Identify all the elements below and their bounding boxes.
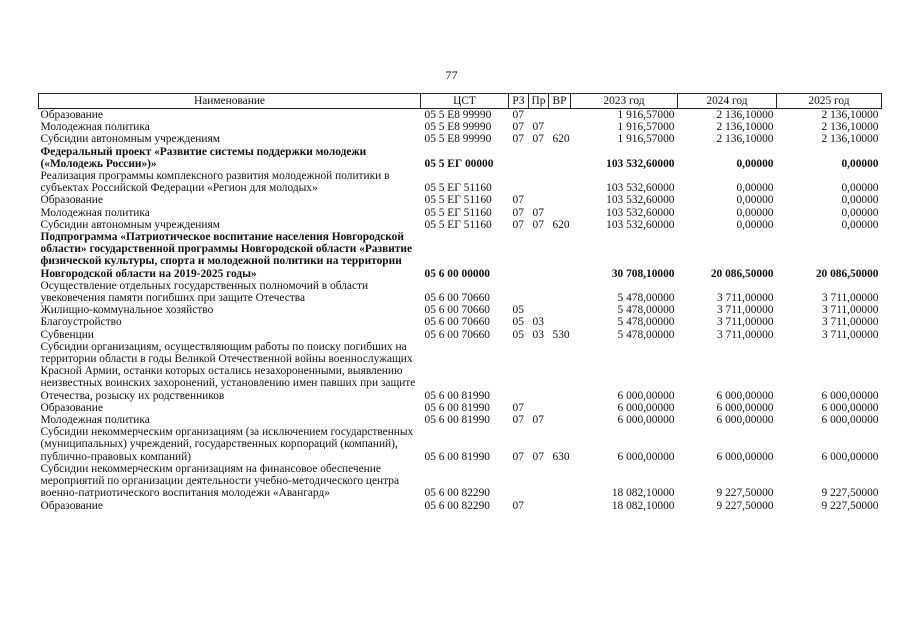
header-2023: 2023 год	[571, 94, 678, 109]
row-2025: 2 136,10000	[821, 121, 879, 134]
table-row	[39, 231, 882, 280]
row-vr	[549, 146, 571, 170]
row-cst: 05 5 ЕГ 51160	[424, 194, 492, 207]
page-number: 77	[445, 68, 458, 82]
row-pr: 07	[532, 121, 544, 134]
row-2023: 5 478,00000	[617, 292, 675, 305]
row-2023: 6 000,00000	[617, 414, 675, 427]
row-cst: 05 6 00 70660	[424, 304, 490, 317]
header-pr: Пр	[529, 94, 549, 109]
row-vr	[549, 280, 571, 304]
row-name: Образование	[40, 401, 103, 414]
row-2025: 2 136,10000	[821, 109, 879, 121]
row-2025: 0,00000	[841, 206, 879, 219]
row-2023: 5 478,00000	[617, 328, 675, 341]
row-2023: 18 082,10000	[611, 499, 675, 512]
row-2024: 9 227,50000	[716, 487, 774, 500]
row-rz	[509, 463, 529, 500]
row-cst: 05 5 Е8 99990	[424, 133, 492, 146]
row-2024: 6 000,00000	[716, 450, 774, 463]
row-name: Образование	[40, 194, 103, 207]
row-name: Субсидии организациям, осуществляющим работы по поиску погибших на территории области в годы Великой Отечественной войны военнослужащих Красной Армии, останки которых остались незахороненными, выявлению неизвестных воинских захоронений, установлению имен павших при защите Отечества, розыску их родственников	[40, 340, 416, 402]
row-2024: 3 711,00000	[716, 316, 774, 329]
row-rz: 07	[512, 414, 524, 427]
row-rz	[509, 146, 529, 170]
row-vr: 530	[552, 328, 570, 341]
table-row	[39, 170, 882, 194]
row-rz: 07	[512, 401, 524, 414]
table-row	[39, 329, 882, 341]
row-pr	[529, 341, 549, 402]
row-pr: 07	[532, 414, 544, 427]
row-2025: 0,00000	[841, 218, 879, 231]
row-2023: 103 532,60000	[606, 157, 675, 170]
row-name: Субсидии некоммерческим организациям (за исключением государственных (муниципальных) учреждений, государственных корпораций (компаний), публично-правовых компаний)	[40, 426, 414, 463]
row-rz: 05	[512, 328, 524, 341]
table-row	[39, 414, 882, 426]
row-2025: 20 086,50000	[815, 267, 879, 280]
row-rz	[509, 280, 529, 304]
table-header-row	[39, 94, 882, 109]
row-name: Субсидии автономным учреждениям	[40, 218, 220, 231]
row-cst: 05 5 ЕГ 51160	[424, 206, 492, 219]
row-2025: 6 000,00000	[821, 414, 879, 427]
row-2025: 0,00000	[841, 157, 879, 170]
row-cst: 05 6 00 81990	[424, 450, 490, 463]
table-row	[39, 500, 882, 512]
row-2024: 2 136,10000	[716, 121, 774, 134]
row-cst: 05 5 ЕГ 51160	[424, 218, 492, 231]
row-pr	[529, 304, 549, 316]
header-2024: 2024 год	[678, 94, 777, 109]
row-vr	[549, 231, 571, 280]
row-vr: 620	[552, 133, 570, 146]
row-name: Образование	[40, 499, 103, 512]
row-cst: 05 5 Е8 99990	[424, 121, 492, 134]
table-row	[39, 341, 882, 402]
row-pr: 07	[532, 206, 544, 219]
row-cst: 05 6 00 81990	[424, 414, 490, 427]
row-vr	[549, 500, 571, 512]
table-row	[39, 463, 882, 500]
row-pr: 03	[532, 328, 544, 341]
row-name: Осуществление отдельных государственных полномочий в области увековечения памяти погибших при защите Отечества	[40, 279, 369, 305]
row-pr: 07	[532, 218, 544, 231]
table-row	[39, 109, 882, 122]
row-pr	[529, 280, 549, 304]
header-rz: РЗ	[509, 94, 529, 109]
row-pr: 07	[532, 450, 544, 463]
row-2024: 0,00000	[736, 194, 774, 207]
row-name: Подпрограмма «Патриотическое воспитание населения Новгородской области» государственной программы Новгородской области «Развитие физической культуры, спорта и молодежной политики на территории Новгородской области на 2019-2025 годы»	[40, 231, 413, 280]
row-rz: 07	[512, 109, 524, 121]
row-rz: 05	[512, 304, 524, 317]
row-2025: 2 136,10000	[821, 133, 879, 146]
row-rz: 07	[512, 133, 524, 146]
row-rz: 07	[512, 218, 524, 231]
row-name: Субвенции	[40, 328, 94, 341]
row-vr	[549, 341, 571, 402]
row-2025: 9 227,50000	[821, 499, 879, 512]
row-cst: 05 6 00 70660	[424, 328, 490, 341]
row-pr	[529, 170, 549, 194]
table-row	[39, 316, 882, 328]
row-rz: 07	[512, 121, 524, 134]
row-name: Субсидии автономным учреждениям	[40, 133, 220, 146]
table-row	[39, 402, 882, 414]
row-vr	[549, 194, 571, 206]
row-2024: 0,00000	[736, 206, 774, 219]
row-2024: 6 000,00000	[716, 414, 774, 427]
table-row	[39, 207, 882, 219]
row-pr	[529, 146, 549, 170]
row-rz: 07	[512, 206, 524, 219]
row-vr	[549, 207, 571, 219]
row-2025: 3 711,00000	[821, 292, 879, 305]
row-2023: 6 000,00000	[617, 450, 675, 463]
row-cst: 05 6 00 82290	[424, 487, 490, 500]
row-vr	[549, 109, 571, 122]
row-rz: 07	[512, 194, 524, 207]
row-name: Молодежная политика	[40, 206, 150, 219]
row-2024: 3 711,00000	[716, 292, 774, 305]
row-2024: 0,00000	[736, 218, 774, 231]
row-cst: 05 6 00 82290	[424, 499, 490, 512]
row-cst: 05 6 00 81990	[424, 401, 490, 414]
table-row	[39, 146, 882, 170]
row-2024: 0,00000	[736, 157, 774, 170]
row-cst: 05 5 ЕГ 00000	[424, 157, 494, 170]
row-name: Федеральный проект «Развитие системы поддержки молодежи («Молодежь России»)»	[40, 145, 367, 170]
table-row	[39, 121, 882, 133]
row-vr	[549, 304, 571, 316]
row-name: Благоустройство	[40, 316, 122, 329]
row-2024: 6 000,00000	[716, 389, 774, 402]
budget-table	[38, 93, 882, 512]
row-2023: 6 000,00000	[617, 389, 675, 402]
row-pr	[529, 402, 549, 414]
row-rz	[509, 231, 529, 280]
row-2023: 103 532,60000	[606, 206, 675, 219]
row-2023: 1 916,57000	[617, 109, 675, 121]
row-name: Реализация программы комплексного развития молодежной политики в субъектах Российской Федерации «Регион для молодых»	[40, 170, 390, 195]
row-vr	[549, 414, 571, 426]
row-cst: 05 6 00 81990	[424, 389, 490, 402]
row-2024: 3 711,00000	[716, 304, 774, 317]
row-2024: 3 711,00000	[716, 328, 774, 341]
row-pr	[529, 231, 549, 280]
header-2025: 2025 год	[777, 94, 882, 109]
table-row	[39, 280, 882, 304]
row-name: Субсидии некоммерческим организациям на финансовое обеспечение мероприятий по организации деятельности учебно-методического центра военно-патриотического воспитания молодежи «Авангард»	[40, 462, 400, 500]
row-2025: 6 000,00000	[821, 450, 879, 463]
row-pr	[529, 109, 549, 122]
row-2025: 3 711,00000	[821, 328, 879, 341]
row-pr	[529, 194, 549, 206]
row-vr	[549, 316, 571, 328]
row-vr: 630	[552, 450, 570, 463]
row-cst: 05 6 00 70660	[424, 316, 490, 329]
row-2024: 20 086,50000	[710, 267, 774, 280]
row-name: Жилищно-коммунальное хозяйство	[40, 304, 214, 317]
row-name: Молодежная политика	[40, 414, 150, 427]
row-vr	[549, 402, 571, 414]
row-2024: 2 136,10000	[716, 133, 774, 146]
table-row	[39, 194, 882, 206]
row-2025: 3 711,00000	[821, 304, 879, 317]
row-pr: 07	[532, 133, 544, 146]
row-pr: 03	[532, 316, 544, 329]
row-rz	[509, 341, 529, 402]
row-cst: 05 5 Е8 99990	[424, 109, 492, 121]
row-2023: 103 532,60000	[606, 218, 675, 231]
row-2025: 0,00000	[841, 182, 879, 195]
row-2024: 9 227,50000	[716, 499, 774, 512]
row-rz: 07	[512, 450, 524, 463]
row-2023: 18 082,10000	[611, 487, 675, 500]
table-row	[39, 133, 882, 145]
row-2023: 1 916,57000	[617, 121, 675, 134]
row-2025: 6 000,00000	[821, 401, 879, 414]
row-vr: 620	[552, 218, 570, 231]
row-2023: 103 532,60000	[606, 194, 675, 207]
header-vr: ВР	[549, 94, 571, 109]
row-name: Образование	[40, 109, 103, 121]
row-vr	[549, 463, 571, 500]
row-cst: 05 5 ЕГ 51160	[424, 182, 492, 195]
row-2025: 0,00000	[841, 194, 879, 207]
row-cst: 05 6 00 00000	[424, 267, 490, 280]
header-cst: ЦСТ	[421, 94, 509, 109]
row-2024: 6 000,00000	[716, 401, 774, 414]
row-2024: 0,00000	[736, 182, 774, 195]
row-2023: 30 708,10000	[611, 267, 675, 280]
row-2023: 6 000,00000	[617, 401, 675, 414]
table-body	[39, 109, 882, 512]
table-row	[39, 304, 882, 316]
row-2023: 103 532,60000	[606, 182, 675, 195]
row-rz: 07	[512, 499, 524, 512]
row-rz: 05	[512, 316, 524, 329]
row-pr	[529, 500, 549, 512]
header-name: Наименование	[39, 94, 421, 109]
row-2023: 5 478,00000	[617, 304, 675, 317]
table-row	[39, 219, 882, 231]
row-pr	[529, 463, 549, 500]
row-2024: 2 136,10000	[716, 109, 774, 121]
row-2025: 9 227,50000	[821, 487, 879, 500]
row-vr	[549, 170, 571, 194]
row-2025: 3 711,00000	[821, 316, 879, 329]
row-2023: 1 916,57000	[617, 133, 675, 146]
table-row	[39, 426, 882, 463]
row-rz	[509, 170, 529, 194]
row-cst: 05 6 00 70660	[424, 292, 490, 305]
row-name: Молодежная политика	[40, 121, 150, 134]
row-2023: 5 478,00000	[617, 316, 675, 329]
row-2025: 6 000,00000	[821, 389, 879, 402]
row-vr	[549, 121, 571, 133]
